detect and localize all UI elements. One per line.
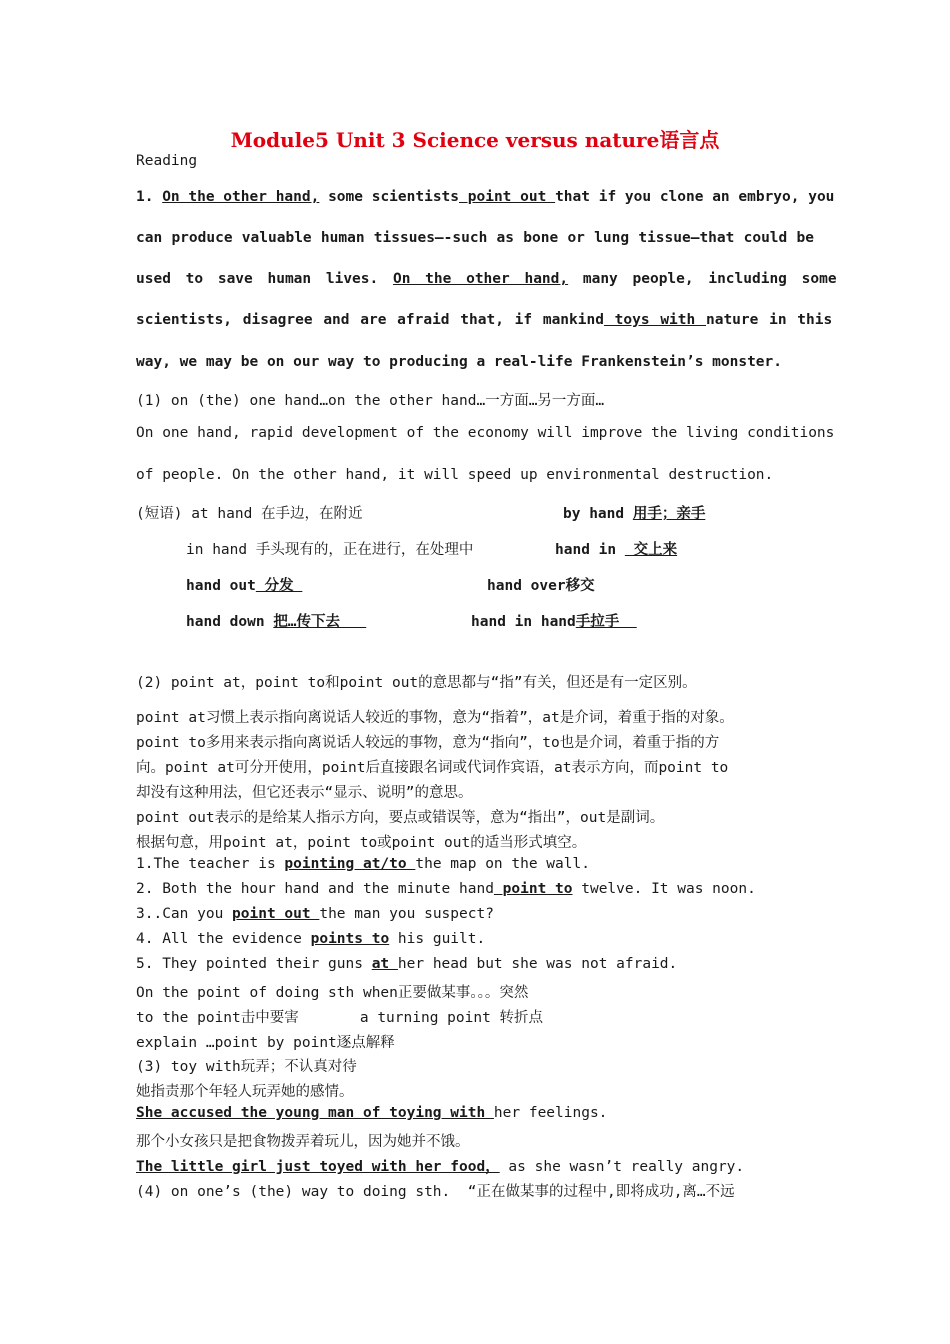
note-3-english-2 (136, 1155, 744, 1176)
note-2-line-4: 却没有这种用法，但它还表示“显示、说明”的意思。 (136, 785, 473, 801)
note-3-english-1 (136, 1105, 607, 1121)
answer: pointing at/to (284, 856, 416, 872)
reading-line-3 (136, 271, 837, 287)
text: twelve. It was noon. (572, 881, 756, 897)
exercise-item-4 (136, 931, 485, 947)
phrase-at-hand: (短语) at hand 在手边，在附近 (136, 506, 363, 522)
note-2-instruction: 根据句意，用point at，point to或point out的适当形式填空。 (136, 835, 587, 851)
underlined-answer: 把…传下去 (273, 614, 367, 630)
text: her head but she was not afraid. (397, 956, 678, 972)
underlined-phrase: point out (459, 189, 556, 205)
answer: She accused the young man of toying with (136, 1105, 494, 1121)
answer: at (371, 956, 398, 972)
note-2-heading: (2) point at，point to和point out的意思都与“指”有关，但还是有一定区别。 (136, 675, 697, 691)
text: the map on the wall. (415, 856, 590, 872)
text: 1. (136, 189, 163, 205)
answer: point out (232, 906, 320, 922)
text: scientists, disagree and are afraid that, if mankind (136, 312, 604, 328)
extra-phrase-2: to the point击中要害 a turning point 转折点 (136, 1010, 544, 1026)
phrase-hand-in (555, 538, 677, 559)
note-3-chinese-1: 她指责那个年轻人玩弄她的感情。 (136, 1084, 354, 1100)
text: hand out (186, 578, 256, 594)
text: hand down (186, 614, 274, 630)
note-1-example-line-2: of people. On the other hand, it will speed up environmental destruction. (136, 467, 774, 483)
underlined-answer: 手拉手 (575, 614, 637, 630)
exercise-item-3 (136, 906, 494, 922)
underlined-answer: 交上来 (624, 542, 678, 558)
reading-line-2: can produce valuable human tissues—-such as bone or lung tissue—that could be (136, 230, 814, 246)
text: some scientists (319, 189, 460, 205)
underlined-phrase: On the other hand, (162, 189, 320, 205)
note-3-chinese-2: 那个小女孩只是把食物拨弄着玩儿，因为她并不饿。 (136, 1134, 470, 1150)
section-heading: Reading (136, 153, 198, 169)
text: that if you clone an embryo, you (555, 189, 835, 205)
text: 3..Can you (136, 906, 233, 922)
underlined-phrase: toys with (603, 312, 706, 328)
exercise-item-2 (136, 881, 756, 897)
underlined-phrase: On the other hand, (392, 271, 569, 287)
text: her feelings. (493, 1105, 608, 1121)
text: 5. They pointed their guns (136, 956, 372, 972)
note-1-heading: (1) on (the) one hand…on the other hand…一方面…另一方面… (136, 393, 605, 409)
note-2-line-2: point to多用来表示指向离说话人较远的事物，意为“指向”，to也是介词，着重于指的方 (136, 735, 720, 751)
note-2-line-3: 向。point at可分开使用，point后直接跟名词或代词作宾语，at表示方向，而point to (136, 760, 729, 776)
text: his guilt. (389, 931, 486, 947)
exercise-item-1 (136, 856, 590, 872)
note-3-heading: (3) toy with玩弄；不认真对待 (136, 1059, 357, 1075)
reading-line-1 (136, 189, 834, 205)
text: used to save human lives. (136, 271, 393, 287)
text: hand in hand (471, 614, 576, 630)
text: nature in this (705, 312, 833, 328)
underlined-answer: 分发 (255, 578, 303, 594)
note-1-example-line-1: On one hand, rapid development of the economy will improve the living conditions (136, 425, 835, 441)
phrase-hand-in-hand (471, 610, 637, 631)
answer: The little girl just toyed with her food， (136, 1159, 500, 1175)
note-2-line-5: point out表示的是给某人指示方向，要点或错误等，意为“指出”，out是副词。 (136, 810, 665, 826)
note-2-line-1: point at习惯上表示指向离说话人较近的事物，意为“指着”，at是介词，着重于指的对象。 (136, 710, 734, 726)
text: hand in (555, 542, 625, 558)
phrase-hand-down (186, 610, 366, 631)
text: by hand (563, 506, 633, 522)
phrase-hand-out (186, 574, 302, 595)
answer: points to (310, 931, 390, 947)
text: many people, including some (568, 271, 837, 287)
reading-line-4 (136, 312, 832, 328)
extra-phrase-3: explain …point by point逐点解释 (136, 1035, 395, 1051)
underlined-answer: 用手；亲手 (632, 506, 706, 522)
text: as she wasn’t really angry. (499, 1159, 745, 1175)
phrase-in-hand: in hand 手头现有的，正在进行，在处理中 (186, 542, 474, 558)
phrase-by-hand (563, 502, 705, 523)
text: the man you suspect? (319, 906, 494, 922)
text: 1.The teacher is (136, 856, 285, 872)
phrase-hand-over: hand over移交 (487, 578, 595, 594)
extra-phrase-1: On the point of doing sth when正要做某事。。。突然 (136, 985, 529, 1001)
answer: point to (493, 881, 573, 897)
text: 2. Both the hour hand and the minute hand (136, 881, 494, 897)
page-title: Module5 Unit 3 Science versus nature语言点 (230, 128, 720, 152)
text: 4. All the evidence (136, 931, 311, 947)
note-4-heading: (4) on one’s (the) way to doing sth. “正在做某事的过程中,即将成功,离…不远 (136, 1184, 735, 1200)
reading-line-5: way, we may be on our way to producing a real-life Frankenstein’s monster. (136, 354, 783, 370)
exercise-item-5 (136, 956, 677, 972)
